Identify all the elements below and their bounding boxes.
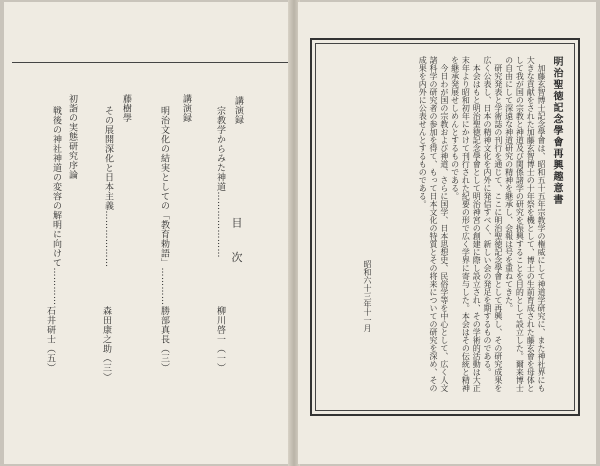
toc-entry-title: 初詣の実態研究序論 <box>67 94 77 180</box>
toc-entry-author: 森田康之助（三） <box>101 306 111 382</box>
prospectus-body <box>416 56 546 396</box>
prospectus-paragraph: 加藤玄智博士記念學會は、昭和五十五年宗教学の権威にして神道学研究に、また神社界にも大きな貢献をされた加藤玄智博士の十年祭を機として、博士の生前育成された藤玄會を母体として我が国の宗教と神道及び関係諸学の研究を振興することを目的として設立した。爾来博士の自由にして深遠な神道研究の精神を継承し、会報は号を重ねてきた。 <box>504 56 546 392</box>
toc-entry-author: 石井研士（五） <box>45 306 55 373</box>
toc-top-rule <box>12 62 288 63</box>
prospectus-paragraph: 研究発表と学術誌の刊行を通じて、ここに明治聖徳記念學會として再興し、その研究成果を広く公表し、日本の精神文化を内外に発信すべく、新しい会の発足を期するものである。 <box>483 56 503 392</box>
toc-entry-title: その展開深化と日本主義……………… <box>103 106 113 268</box>
toc-title: 目 次 <box>230 217 243 273</box>
prospectus-paragraph: 今日わが国の宗教および神道、さらに国学、日本思想史、民俗学等を中心として、広く人文諸科学の研究者の参加を得て、もって日本文化の特質とその将来についての研究を深め、その成果を内外に公表せんとするものである。 <box>418 56 449 392</box>
prospectus-page <box>298 2 596 464</box>
toc-section-header: 講演録 <box>233 96 243 125</box>
toc-entry-title: 明治文化の結実としての「教育勅語」………… <box>159 106 169 306</box>
prospectus-date: 昭和六十三年十一月 <box>363 260 372 332</box>
toc-entry-author: 柳川啓一（一） <box>215 306 225 373</box>
toc-entry-title: 宗教学からみた神道………………… <box>215 106 225 258</box>
prospectus-title: 明治聖徳記念學會再興趣意書 <box>551 56 562 206</box>
prospectus-frame <box>310 38 580 416</box>
toc-page <box>4 2 290 464</box>
toc-section-header: 講演録 <box>181 94 191 123</box>
toc-section-header: 藤樹學 <box>121 94 131 123</box>
prospectus-inner-frame <box>315 43 575 411</box>
prospectus-paragraph: 本会はもと明治聖徳記念學會として明治神宮の創建に際し設立され、その学術的活動は大正末年より昭和初年にかけて刊行された紀要の形で広く学界に寄与した。本会はその伝統と精神を継承発展せしめんとするものである。 <box>450 56 482 392</box>
toc-entry-subtitle: 戦後の神社神道の変容の解明に向けて………… <box>51 106 61 306</box>
toc-entry-author: 勝部真長（三） <box>159 306 169 373</box>
